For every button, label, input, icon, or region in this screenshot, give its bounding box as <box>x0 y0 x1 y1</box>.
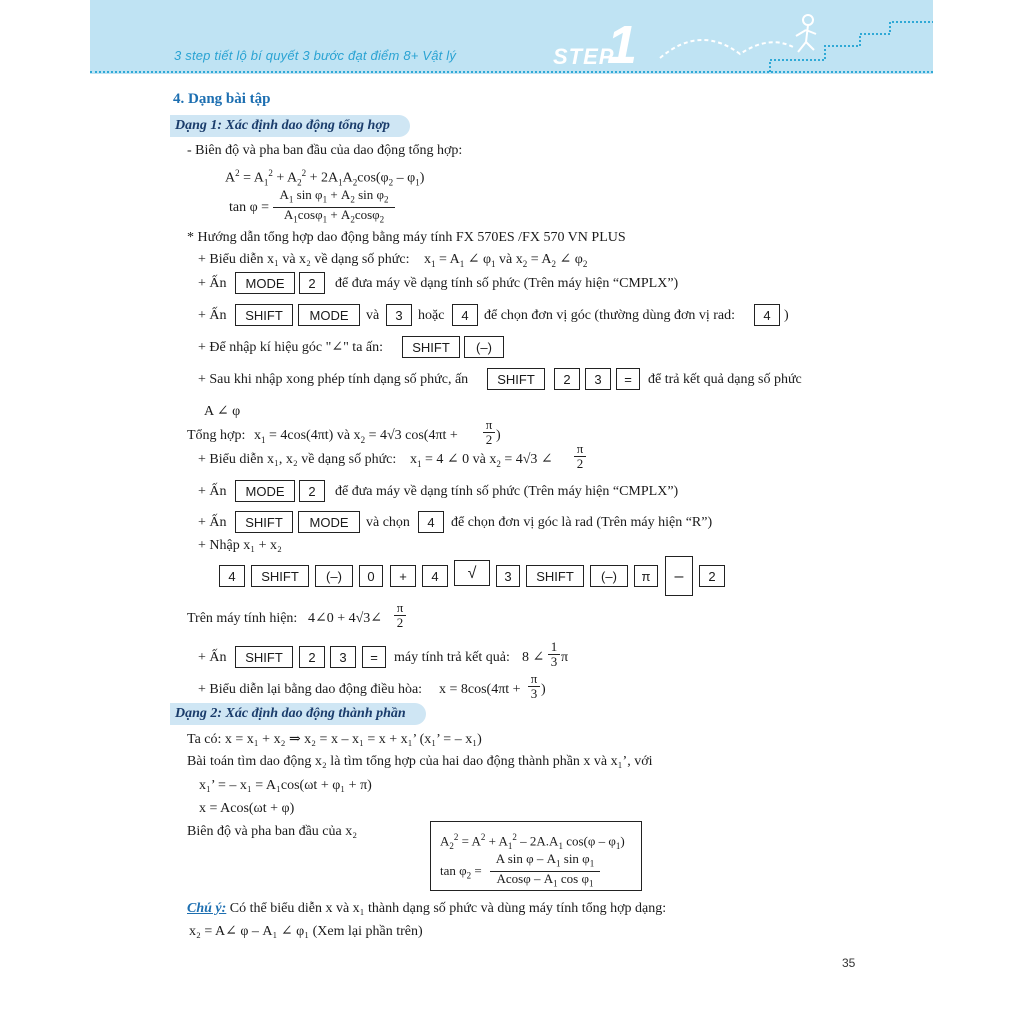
complex-form: $x_1 = A_1$ ∠ $\varphi_1$ và $x_2 = A_2$ ∠ $\varphi_2$ <box>424 252 588 269</box>
press-label-1: + Ấn <box>198 276 227 291</box>
key-negative[interactable]: (–) <box>464 336 504 358</box>
or-text: hoặc <box>418 308 445 323</box>
key-shift[interactable]: SHIFT <box>235 511 293 533</box>
press-label-3: + Ấn <box>198 484 227 499</box>
frac-pi-2: π 2 <box>394 601 406 630</box>
key-shift[interactable]: SHIFT <box>487 368 545 390</box>
b3-text: để chọn đơn vị góc (thường dùng đơn vị rad: <box>484 308 736 323</box>
formula-tan2-frac: A sin φ – $A_1$ $\sin \varphi_1$ Acosφ – $A_1$ $\cos \varphi_1$ <box>490 852 600 890</box>
screen-formula: 4∠0 + 4√3∠ <box>308 611 383 626</box>
note-text: Có thể biểu diễn x và x₁ thành dạng số phức và dùng máy tính tổng hợp dạng: <box>229 901 667 916</box>
key-shift[interactable]: SHIFT <box>402 336 460 358</box>
sum-label: Tổng hợp: <box>187 428 246 443</box>
b10-text: máy tính trả kết quả: <box>394 650 510 665</box>
key-sqrt[interactable]: √ <box>454 560 490 586</box>
press-label-4: + Ấn <box>198 515 227 530</box>
sum-formula: $x_1 = 4\cos(4\pi t)$ và $x_2 = 4√3$ cos(4πt + <box>254 428 458 445</box>
key-shift[interactable]: SHIFT <box>235 646 293 668</box>
b8-mid: và chọn <box>366 515 410 530</box>
b6-formula: $x_1 = 4$ ∠ 0 và $x_2 = 4√3$ ∠ <box>410 452 553 469</box>
frac-pi-2: π 2 <box>574 442 586 471</box>
key-plus[interactable]: + <box>390 565 416 587</box>
b5-rest: để trả kết quả dạng số phức <box>648 372 802 387</box>
frac-pi-3: π 3 <box>528 672 540 701</box>
key-mode[interactable]: MODE <box>235 272 295 294</box>
paren: ) <box>541 682 546 697</box>
header-title: 3 step tiết lộ bí quyết 3 bước đạt điểm 8+ Vật lý <box>174 48 457 63</box>
key-4[interactable]: 4 <box>452 304 478 326</box>
formula-tan2-label: $\tan \varphi_2$ = <box>440 863 482 881</box>
paren: ) <box>496 428 501 443</box>
formula-a2: $A_2^2 = A^2 + A_1^2 - 2A.A_1$ $\cos(\varphi - \varphi_1)$ <box>440 832 625 851</box>
key-shift[interactable]: SHIFT <box>251 565 309 587</box>
d2-line5: Biên độ và pha ban đầu của x₂ <box>187 824 358 839</box>
close-paren: ) <box>784 308 789 323</box>
note-line <box>187 900 666 918</box>
dang1-title: Dạng 1: Xác định dao động tổng hợp <box>175 118 390 133</box>
result-pi: π <box>561 650 569 665</box>
key-negative[interactable]: (–) <box>315 565 353 587</box>
key-3[interactable]: 3 <box>330 646 356 668</box>
key-3[interactable]: 3 <box>386 304 412 326</box>
formula-tan-label: tan φ = <box>229 200 270 215</box>
press-label-5: + Ấn <box>198 650 227 665</box>
key-fraction[interactable]: – <box>665 556 693 596</box>
note-label: Chú ý: <box>187 901 227 916</box>
section-heading: 4. Dạng bài tập <box>173 91 271 107</box>
b8-rest: để chọn đơn vị góc là rad (Trên máy hiện “R”) <box>451 515 713 530</box>
key-4[interactable]: 4 <box>754 304 780 326</box>
key-4[interactable]: 4 <box>422 565 448 587</box>
key-0[interactable]: 0 <box>359 565 383 587</box>
key-2[interactable]: 2 <box>299 480 325 502</box>
guide-line: * Hướng dẫn tổng hợp dao động bằng máy tính FX 570ES /FX 570 VN PLUS <box>187 230 626 245</box>
screen-label: Trên máy tính hiện: <box>187 611 298 626</box>
d2-last: x₂ = A∠ φ – A₁ ∠ φ₁ (Xem lại phần trên) <box>189 924 423 939</box>
key-equals[interactable]: = <box>616 368 640 390</box>
b2-text: để đưa máy về dạng tính số phức (Trên máy hiện “CMPLX”) <box>335 276 679 291</box>
key-2[interactable]: 2 <box>299 646 325 668</box>
key-mode[interactable]: MODE <box>298 304 360 326</box>
and-text: và <box>366 308 380 323</box>
dang2-title: Dạng 2: Xác định dao động thành phần <box>175 706 406 721</box>
final-formula: x = 8cos(4πt + <box>439 682 521 697</box>
key-pi[interactable]: π <box>634 565 658 587</box>
bullet-complex: + Biểu diễn x₁ và x₂ về dạng số phức: <box>198 252 410 267</box>
key-4[interactable]: 4 <box>219 565 245 587</box>
key-equals[interactable]: = <box>362 646 386 668</box>
result-8: 8 ∠ <box>522 650 545 665</box>
key-mode[interactable]: MODE <box>298 511 360 533</box>
frac-pi-2: π 2 <box>483 418 495 447</box>
key-3[interactable]: 3 <box>496 565 520 587</box>
frac-1-3: 1 3 <box>548 640 560 669</box>
d2-line2: Bài toán tìm dao động x₂ là tìm tổng hợp của hai dao động thành phần x và x₁’, với <box>187 754 653 769</box>
key-4[interactable]: 4 <box>418 511 444 533</box>
formula-tan-frac: $A_1$ $\sin \varphi_1 + A_2$ $\sin \varphi_2$ $A_1\cos\varphi_1 + A_2\cos\varphi_2$ <box>273 188 395 226</box>
key-3[interactable]: 3 <box>585 368 611 390</box>
d2-line1: Ta có: x = x₁ + x₂ ⇒ x₂ = x – x₁ = x + x₁’ (x₁’ = – x₁) <box>187 732 482 747</box>
b5-text: + Sau khi nhập xong phép tính dạng số phức, ấn <box>198 372 469 387</box>
stairs-runner-icon <box>620 14 933 74</box>
key-shift[interactable]: SHIFT <box>235 304 293 326</box>
key-2[interactable]: 2 <box>699 565 725 587</box>
key-mode[interactable]: MODE <box>235 480 295 502</box>
b9-text: + Nhập x₁ + x₂ <box>198 538 282 553</box>
formula-amplitude: $A^2 = A_1^2 + A_2^2 + 2A_1A_2\cos(\varphi_2 - \varphi_1)$ <box>225 168 425 188</box>
b7-text: để đưa máy về dạng tính số phức (Trên máy hiện “CMPLX”) <box>335 484 679 499</box>
press-label-2: + Ấn <box>198 308 227 323</box>
key-2[interactable]: 2 <box>299 272 325 294</box>
b6-text: + Biểu diễn x₁, x₂ về dạng số phức: <box>198 452 397 467</box>
key-2[interactable]: 2 <box>554 368 580 390</box>
page-number: 35 <box>842 956 856 970</box>
key-negative[interactable]: (–) <box>590 565 628 587</box>
a-phi: A ∠ φ <box>204 404 241 419</box>
key-shift[interactable]: SHIFT <box>526 565 584 587</box>
step-word: STEP <box>553 44 615 69</box>
d2-line3: x₁’ = – x₁ = A₁cos(ωt + φ₁ + π) <box>199 778 372 793</box>
b4-text: + Để nhập kí hiệu góc "∠" ta ấn: <box>198 340 384 355</box>
d1-line1: - Biên độ và pha ban đầu của dao động tổng hợp: <box>187 143 463 158</box>
step-number: 1 <box>607 15 638 75</box>
b11-text: + Biểu diễn lại bằng dao động điều hòa: <box>198 682 423 697</box>
d2-line4: x = Acos(ωt + φ) <box>199 801 295 816</box>
